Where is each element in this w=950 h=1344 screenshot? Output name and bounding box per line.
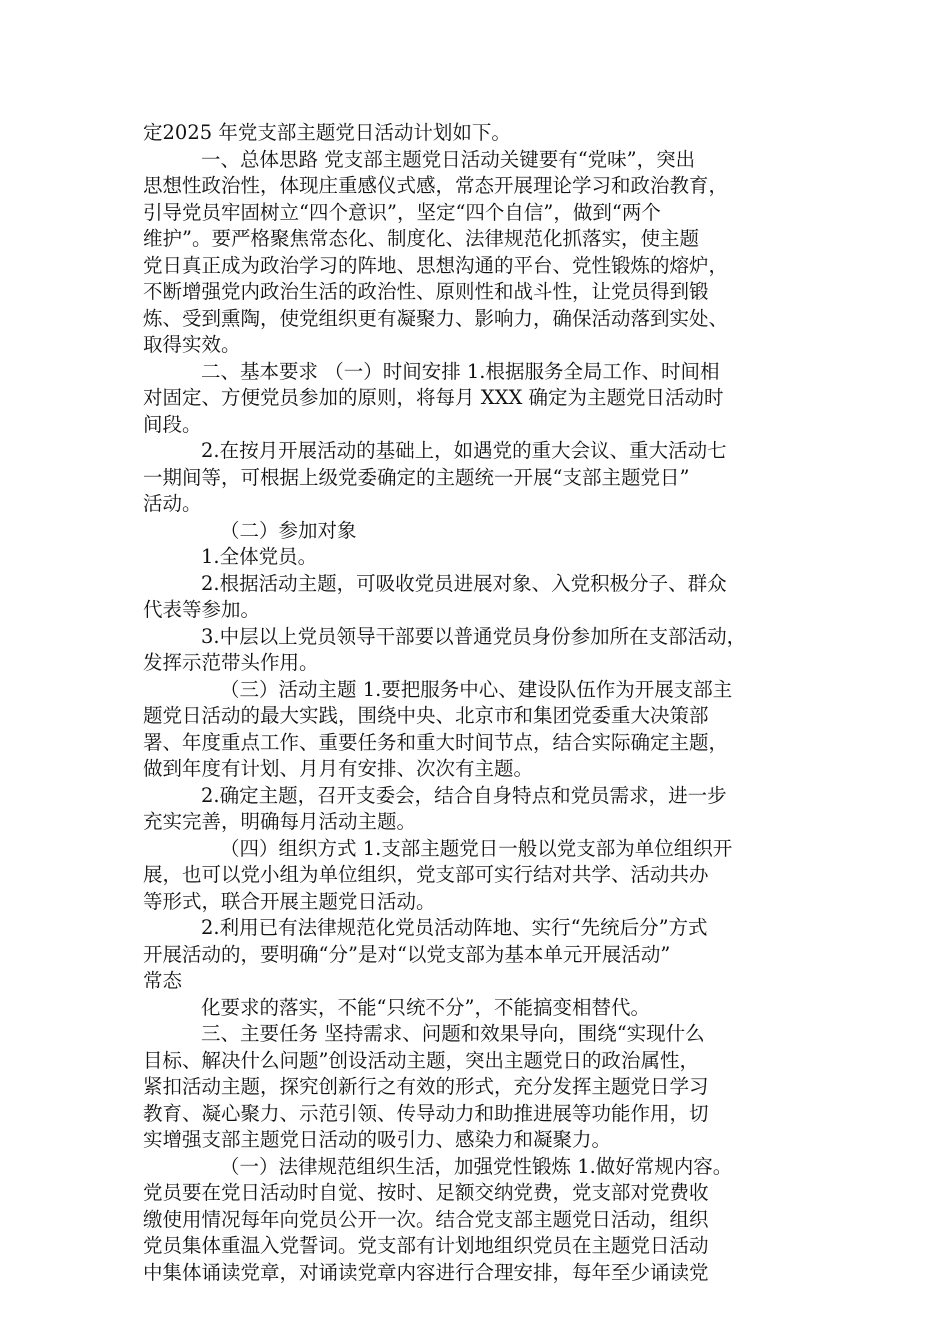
text-line: 做到年度有计划、月月有安排、次次有主题。 [143,757,534,780]
text-line: 等形式，联合开展主题党日活动。 [143,889,436,913]
paragraph-start-line: 1.全体党员。 [201,545,318,568]
section-heading-line: 三、主要任务 坚持需求、问题和效果导向，围绕“实现什么 [201,1022,705,1045]
paragraph-start-line: 2.利用已有法律规范化党员活动阵地、实行“先统后分”方式 [201,916,708,939]
text-line: 缴使用情况每年向党员公开一次。结合党支部主题党日活动，组织 [143,1207,709,1231]
text-line: 紧扣活动主题，探究创新行之有效的形式，充分发挥主题党日学习 [143,1075,709,1098]
text-line: 一期间等，可根据上级党委确定的主题统一开展“支部主题党日” [143,465,690,489]
subsection-heading-line: （一）法律规范组织生活，加强党性锻炼 1.做好常规内容。 [220,1154,733,1178]
text-line: 党员要在党日活动时自觉、按时、足额交纳党费，党支部对党费收 [143,1181,709,1204]
section-heading-line: 二、基本要求 （一）时间安排 1.根据服务全局工作、时间相 [201,359,720,383]
subsection-heading-line: （二）参加对象 [220,518,357,542]
text-line: 取得实效。 [143,333,241,356]
text-line: 党员集体重温入党誓词。党支部有计划地组织党员在主题党日活动 [143,1234,709,1257]
text-line: 炼、受到熏陶，使党组织更有凝聚力、影响力，确保活动落到实处、 [143,306,729,330]
text-line: 署、年度重点工作、重要任务和重大时间节点，结合实际确定主题， [143,730,729,754]
text-line: 思想性政治性，体现庄重感仪式感，常态开展理论学习和政治教育， [143,174,729,197]
section-heading-line: 一、总体思路 党支部主题党日活动关键要有“党味”，突出 [201,147,696,171]
text-line: 题党日活动的最大实践，围绕中央、北京市和集团党委重大决策部 [143,704,709,727]
paragraph-start-line: 化要求的落实，不能“只统不分”，不能搞变相替代。 [201,995,650,1019]
text-line: 实增强支部主题党日活动的吸引力、感染力和凝聚力。 [143,1128,612,1151]
paragraph-start-line: 2.在按月开展活动的基础上，如遇党的重大会议、重大活动七 [201,439,727,462]
text-line: 中集体诵读党章，对诵读党章内容进行合理安排，每年至少诵读党 [143,1260,709,1284]
text-line: 发挥示范带头作用。 [143,651,319,674]
text-line: 党日真正成为政治学习的阵地、思想沟通的平台、党性锻炼的熔炉， [143,253,729,277]
subsection-heading-line: （三）活动主题 1.要把服务中心、建设队伍作为开展支部主 [220,677,733,701]
text-line: 开展活动的，要明确“分”是对“以党支部为基本单元开展活动” [143,942,671,966]
text-line: 教育、凝心聚力、示范引领、传导动力和助推进展等功能作用，切 [143,1101,709,1125]
text-line: 代表等参加。 [143,598,261,621]
document-page [143,120,823,1286]
paragraph-start-line: 2.确定主题，召开支委会，结合自身特点和党员需求，进一步 [201,783,727,807]
text-line: 间段。 [143,412,202,436]
text-line: 定2025 年党支部主题党日活动计划如下。 [143,121,511,144]
text-line: 常态 [143,969,183,992]
text-line: 目标、解决什么问题”创设活动主题，突出主题党日的政治属性， [143,1048,699,1072]
text-line: 维护”。要严格聚焦常态化、制度化、法律规范化抓落实，使主题 [143,227,699,250]
text-line: 活动。 [143,492,202,515]
text-line: 引导党员牢固树立“四个意识”，坚定“四个自信”，做到“两个 [143,200,661,224]
paragraph-start-line: 2.根据活动主题，可吸收党员进展对象、入党积极分子、群众 [201,571,727,595]
text-line: 不断增强党内政治生活的政治性、原则性和战斗性，让党员得到锻 [143,280,709,303]
text-line: 充实完善，明确每月活动主题。 [143,810,417,833]
text-line: 对固定、方便党员参加的原则，将每月 XXX 确定为主题党日活动时 [143,386,724,409]
paragraph-start-line: 3.中层以上党员领导干部要以普通党员身份参加所在支部活动， [201,624,747,648]
subsection-heading-line: （四）组织方式 1.支部主题党日一般以党支部为单位组织开 [220,836,733,860]
text-line: 展，也可以党小组为单位组织，党支部可实行结对共学、活动共办 [143,863,709,886]
